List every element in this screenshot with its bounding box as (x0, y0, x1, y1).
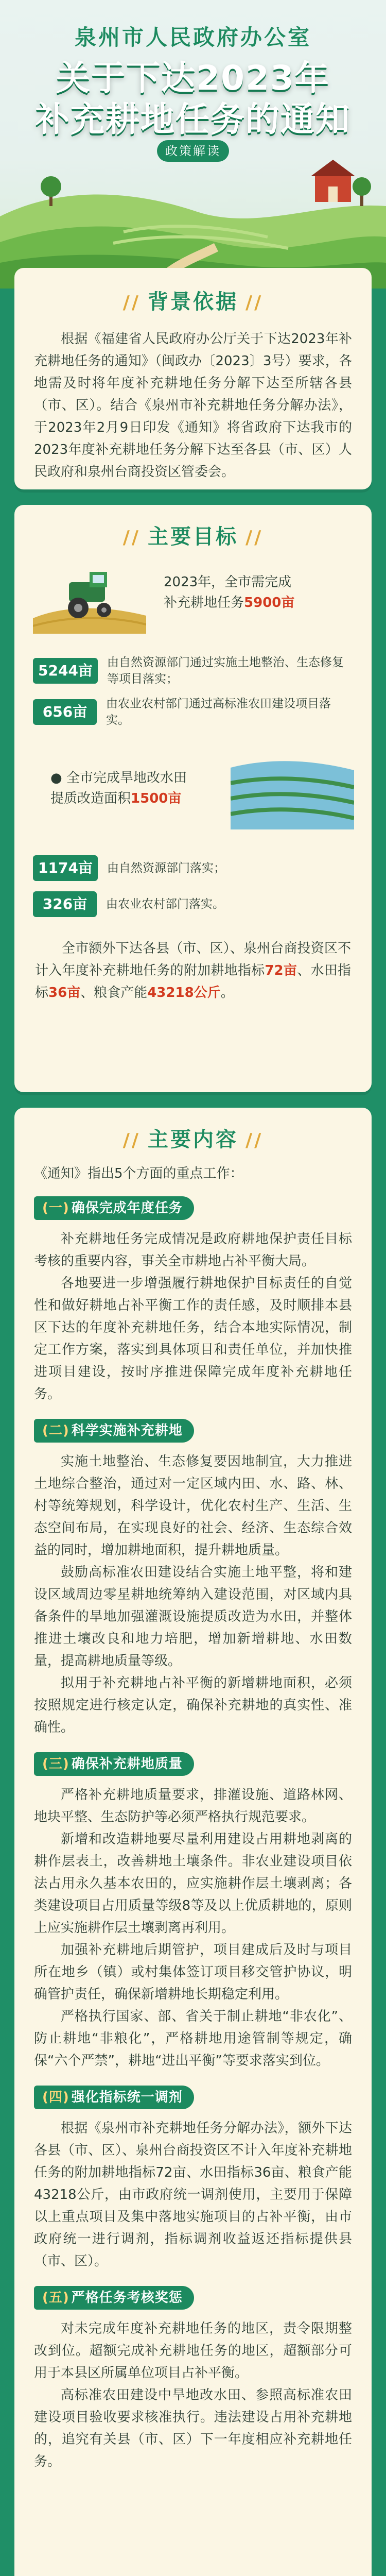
content-title: // 主要内容 // (122, 1128, 264, 1151)
hero-title-line2: 补充耕地任务的通知 (36, 99, 350, 139)
tractor-illustration (33, 556, 146, 634)
content-intro: 《通知》指出5个方面的重点工作： (34, 1166, 243, 1181)
targets-title: // 主要目标 // (122, 525, 264, 549)
content-card (14, 1108, 372, 2576)
target-2-text: ● 全市完成旱地改水田 提质改造面积1500亩 (50, 770, 187, 806)
section-1-heading: (一) 确保完成年度任务 (34, 1196, 194, 1220)
barn-icon (311, 160, 355, 202)
section-3: (三) 确保补充耕地质量 严格补充耕地质量要求，排灌设施、道路林网、地块平整、生态防护等必须严格执行规范要求。 新增和改造耕地要尽量利用建设占用耕地剥离的耕作层表土，改善耕地土壤条件。非农业建设项目依法占用永久基本农田的，应实施耕作层土壤剥离；各类建设项目占用质量等级8等及以上优质耕地的，原则上应实施耕作层土壤剥离再利用。 加强补充耕地后期管护，项目建成后及时与项目所在地乡（镇）或村集体签订项目移交管护协议，明确管护责任，确保新增耕地长期稳定利用。 严格执行国家、部、省关于制止耕地“非农化”、防止耕地“非粮化”，严格耕地用途管制等规定，确保“六个严禁”，耕地“进出平衡”等要求落实到位。 (34, 1752, 352, 2072)
target-item-1: 5244亩 由自然资源部门通过实施土地整治、生态修复等项目落实； (33, 654, 354, 687)
hero-tag: 政策解读 (157, 140, 229, 162)
target-item-2: 656亩 由农业农村部门通过高标准农田建设项目落实。 (33, 696, 353, 728)
tractor-icon (33, 556, 146, 634)
background-card (14, 268, 372, 489)
targets-card (14, 505, 372, 1092)
section-2-heading: (二) 科学实施补充耕地 (34, 1419, 194, 1443)
paddy-field-icon (231, 747, 354, 829)
section-4-heading: (四) 强化指标统一调剂 (34, 2086, 194, 2109)
background-paragraph: 根据《福建省人民政府办公厅关于下达2023年补充耕地任务的通知》（闽政办〔2023〕3号）要求，各地需及时将年度补充耕地任务分解下达至所辖各县（市、区）。结合《泉州市补充耕地任务分解办法》，于2023年2月9日印发《通知》将省政府下达我市的2023年度补充耕地任务分解下达至各县（市、区）人民政府和泉州台商投资区管委会。 (34, 331, 352, 480)
section-4: (四) 强化指标统一调剂 根据《泉州市补充耕地任务分解办法》，额外下达各县（市、区）、泉州台商投资区不计入年度补充耕地任务的附加耕地指标72亩、水田指标36亩、粮食产能43218公斤，由市政府统一调剂使用，主要用于保障以上重点项目及集中落地实施项目的占补平衡，由市政府统一进行调剂，指标调剂收益返还指标提供县（市、区）。 (34, 2086, 352, 2273)
target-1-text: 2023年，全市需完成 补充耕地任务5900亩 (164, 574, 295, 611)
hero-banner (0, 0, 386, 289)
target-summary: 全市额外下达各县（市、区）、泉州台商投资区不计入年度补充耕地任务的附加耕地指标72亩、水田指标36亩、粮食产能43218公斤。 (35, 941, 351, 1001)
section-3-heading: (三) 确保补充耕地质量 (34, 1752, 194, 1776)
section-5-heading: (五) 严格任务考核奖惩 (34, 2286, 194, 2310)
target-item-3: 1174亩 由自然资源部门落实； (33, 855, 225, 881)
paddy-illustration (231, 747, 354, 829)
background-title: // 背景依据 // (122, 290, 264, 314)
section-2: (二) 科学实施补充耕地 实施土地整治、生态修复要因地制宜，大力推进土地综合整治，通过对一定区域内田、水、路、林、村等统筹规划，科学设计，优化农村生产、生活、生态空间布局，在实现良好的社会、经济、生态综合效益的同时，增加耕地面积，提升耕地质量。 鼓励高标准农田建设结合实施土地平整，将和建设区域周边零星耕地统筹纳入建设范围，对区域内具备条件的旱地加强灌溉设施提质改造为水田，并整体推进土壤改良和地力培肥，增加新增耕地、水田数量，提高耕地质量等级。 拟用于补充耕地占补平衡的新增耕地面积，必须按照规定进行核定认定，确保补充耕地的真实性、准确性。 (34, 1419, 352, 1739)
section-1: (一) 确保完成年度任务 补充耕地任务完成情况是政府耕地保护责任目标考核的重要内容，事关全市耕地占补平衡大局。 各地要进一步增强履行耕地保护目标责任的自觉性和做好耕地占补平衡工作的责任感，及时顺排本县区下达的年度补充耕地任务，结合本地实际情况，制定工作方案，落实到具体项目和责任单位，并加快推进项目建设，按时序推进保障完成年度补充耕地任务。 (34, 1196, 352, 1405)
target-item-4: 326亩 由农业农村部门落实。 (33, 891, 224, 917)
section-5: (五) 严格任务考核奖惩 对未完成年度补充耕地任务的地区，责令限期整改到位。超额完成补充耕地任务的地区，超额部分可用于本县区所属单位项目占补平衡。 高标准农田建设中旱地改水田、参照高标准农田建设项目验收要求核准执行。违法建设占用补充耕地的，追究有关县（市、区）下一年度相应补充耕地任务。 (34, 2286, 352, 2473)
hero-title-line1: 关于下达2023年 (56, 58, 330, 98)
hero-org: 泉州市人民政府办公室 (74, 25, 311, 50)
